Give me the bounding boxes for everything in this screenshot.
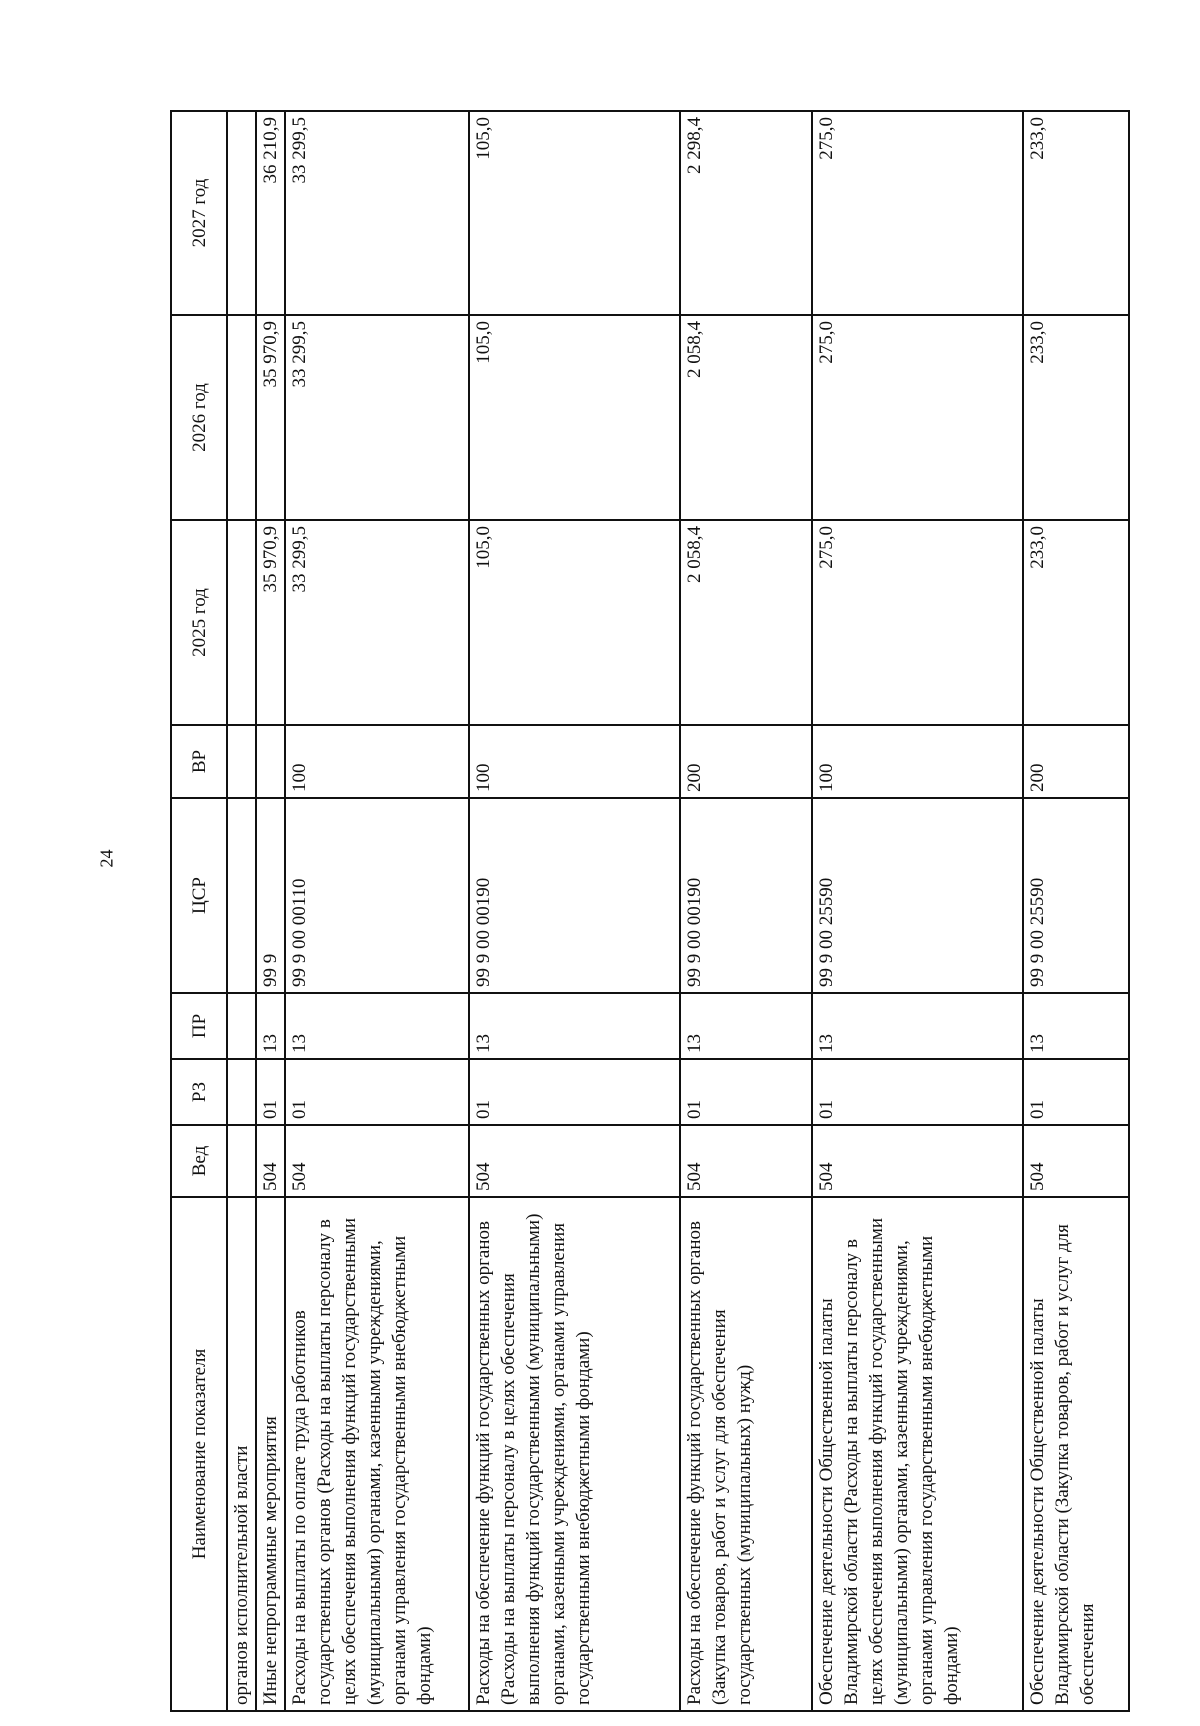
- cell-rz: 01: [469, 1059, 680, 1125]
- cell-vr: [256, 725, 285, 798]
- budget-table: [170, 110, 1130, 1712]
- table-row: [285, 111, 469, 1711]
- cell-rz: [227, 1059, 256, 1125]
- cell-rz: 01: [1023, 1059, 1129, 1125]
- cell-2027: 233,0: [1023, 111, 1129, 315]
- header-ved: Вед: [171, 1125, 227, 1197]
- cell-pr: 13: [812, 993, 1023, 1059]
- header-2026: 2026 год: [171, 315, 227, 520]
- cell-name: Расходы на выплаты по оплате труда работников государственных органов (Расходы на выплаты персоналу в целях обеспечения выполнения функций государственными (муниципальными) органами, казенными учреждениями, органами управления государственными внебюджетными фондами): [285, 1197, 469, 1711]
- cell-ved: 504: [285, 1125, 469, 1197]
- cell-pr: 13: [1023, 993, 1129, 1059]
- table-row: [1023, 111, 1129, 1711]
- cell-2026: 105,0: [469, 315, 680, 520]
- cell-2026: [227, 315, 256, 520]
- cell-ved: [227, 1125, 256, 1197]
- table-row: [469, 111, 680, 1711]
- cell-ved: 504: [680, 1125, 812, 1197]
- table-row: [256, 111, 285, 1711]
- cell-rz: 01: [680, 1059, 812, 1125]
- cell-rz: 01: [256, 1059, 285, 1125]
- cell-csr: 99 9 00 00110: [285, 798, 469, 993]
- cell-2025: 33 299,5: [285, 520, 469, 725]
- cell-vr: 200: [680, 725, 812, 798]
- cell-name: органов исполнительной власти: [227, 1197, 256, 1711]
- header-csr: ЦСР: [171, 798, 227, 993]
- cell-name: Расходы на обеспечение функций государственных органов (Расходы на выплаты персоналу в целях обеспечения выполнения функций государственными (муниципальными) органами, казенными учреждениями, органами управления государственными внебюджетными фондами): [469, 1197, 680, 1711]
- cell-2026: 233,0: [1023, 315, 1129, 520]
- cell-2025: 35 970,9: [256, 520, 285, 725]
- cell-rz: 01: [812, 1059, 1023, 1125]
- cell-pr: 13: [680, 993, 812, 1059]
- cell-ved: 504: [1023, 1125, 1129, 1197]
- cell-2025: 275,0: [812, 520, 1023, 725]
- cell-pr: [227, 993, 256, 1059]
- cell-2027: 33 299,5: [285, 111, 469, 315]
- cell-name: Расходы на обеспечение функций государственных органов (Закупка товаров, работ и услуг для обеспечения государственных (муниципальных) нужд): [680, 1197, 812, 1711]
- table-row: [680, 111, 812, 1711]
- page-number: 24: [96, 849, 117, 868]
- cell-csr: 99 9: [256, 798, 285, 993]
- cell-pr: 13: [469, 993, 680, 1059]
- cell-ved: 504: [256, 1125, 285, 1197]
- cell-2027: 275,0: [812, 111, 1023, 315]
- cell-csr: 99 9 00 25590: [812, 798, 1023, 993]
- header-rz: РЗ: [171, 1059, 227, 1125]
- cell-2025: 2 058,4: [680, 520, 812, 725]
- header-2027: 2027 год: [171, 111, 227, 315]
- cell-vr: 100: [469, 725, 680, 798]
- header-pr: ПР: [171, 993, 227, 1059]
- cell-2027: 2 298,4: [680, 111, 812, 315]
- cell-csr: [227, 798, 256, 993]
- cell-2027: 36 210,9: [256, 111, 285, 315]
- cell-csr: 99 9 00 00190: [680, 798, 812, 993]
- header-name: Наименование показателя: [171, 1197, 227, 1711]
- header-2025: 2025 год: [171, 520, 227, 725]
- header-vr: ВР: [171, 725, 227, 798]
- cell-name: Иные непрограммные мероприятия: [256, 1197, 285, 1711]
- cell-2027: [227, 111, 256, 315]
- cell-vr: 100: [285, 725, 469, 798]
- cell-2025: [227, 520, 256, 725]
- cell-pr: 13: [285, 993, 469, 1059]
- cell-2026: 35 970,9: [256, 315, 285, 520]
- cell-rz: 01: [285, 1059, 469, 1125]
- cell-2025: 105,0: [469, 520, 680, 725]
- cell-csr: 99 9 00 00190: [469, 798, 680, 993]
- cell-ved: 504: [469, 1125, 680, 1197]
- cell-vr: 200: [1023, 725, 1129, 798]
- cell-2025: 233,0: [1023, 520, 1129, 725]
- table-row: [227, 111, 256, 1711]
- cell-name: Обеспечение деятельности Общественной палаты Владимирской области (Расходы на выплаты персоналу в целях обеспечения выполнения функций государственными (муниципальными) органами, казенными учреждениями, органами управления государственными внебюджетными фондами): [812, 1197, 1023, 1711]
- header-row: [171, 111, 227, 1711]
- cell-csr: 99 9 00 25590: [1023, 798, 1129, 993]
- cell-ved: 504: [812, 1125, 1023, 1197]
- cell-2026: 275,0: [812, 315, 1023, 520]
- table-row: [812, 111, 1023, 1711]
- cell-pr: 13: [256, 993, 285, 1059]
- cell-2027: 105,0: [469, 111, 680, 315]
- rotated-table-container: [170, 112, 1128, 1712]
- cell-2026: 2 058,4: [680, 315, 812, 520]
- cell-vr: [227, 725, 256, 798]
- cell-name: Обеспечение деятельности Общественной палаты Владимирской области (Закупка товаров, работ и услуг для обеспечения: [1023, 1197, 1129, 1711]
- cell-2026: 33 299,5: [285, 315, 469, 520]
- cell-vr: 100: [812, 725, 1023, 798]
